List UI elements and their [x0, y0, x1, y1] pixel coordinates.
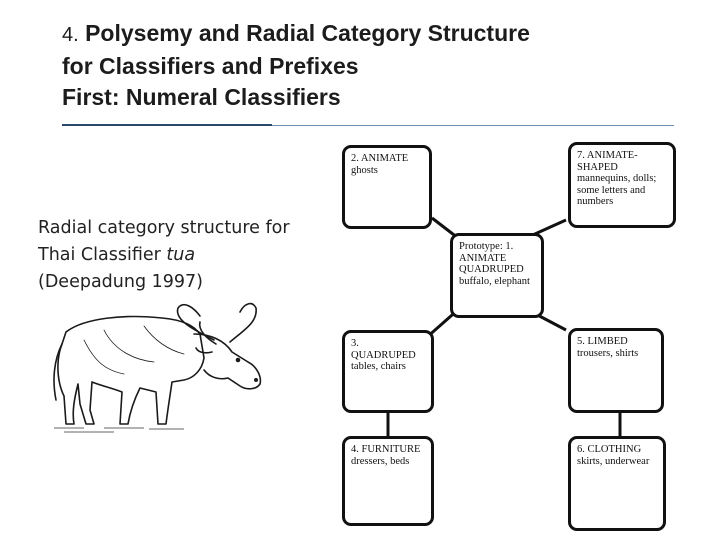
node-limbed-examples: trousers, shirts: [577, 347, 639, 359]
title-line-2: for Classifiers and Prefixes: [62, 53, 359, 79]
node-furniture: [342, 436, 434, 526]
node-furniture-label: 4. FURNITURE: [351, 444, 421, 455]
radial-category-diagram: [336, 138, 681, 538]
diagram-caption: [38, 215, 328, 296]
slide-title: [62, 18, 702, 113]
node-furniture-examples: dressers, beds: [351, 455, 410, 467]
title-line-1: [62, 18, 702, 51]
title-line-3: First: Numeral Classifiers: [62, 84, 341, 110]
node-animate-shaped-label: 7. ANIMATE-SHAPED: [577, 150, 638, 173]
water-buffalo-illustration: [44, 300, 284, 440]
title-text-1: Polysemy and Radial Category Structure: [85, 20, 530, 46]
caption-line-2: [38, 242, 328, 269]
node-animate: [342, 145, 432, 229]
caption-classifier-term: tua: [166, 245, 196, 265]
node-animate-label: 2. ANIMATE: [351, 153, 409, 164]
caption-line-3: (Deepadung 1997): [38, 272, 203, 292]
title-divider-light: [272, 125, 674, 126]
node-limbed: [568, 328, 664, 413]
node-quadruped-examples: tables, chairs: [351, 361, 406, 372]
node-limbed-label: 5. LIMBED: [577, 336, 628, 347]
title-number: 4.: [62, 24, 79, 46]
caption-line-1: Radial category structure for: [38, 218, 290, 238]
node-quadruped: [342, 330, 434, 413]
node-clothing-label: 6. CLOTHING: [577, 444, 642, 455]
node-prototype: [450, 233, 544, 318]
node-animate-shaped: [568, 142, 676, 228]
caption-prefix: Thai Classifier: [38, 245, 167, 265]
node-animate-examples: ghosts: [351, 164, 378, 176]
node-clothing: [568, 436, 666, 531]
node-quadruped-label: 3. QUADRUPED: [351, 338, 416, 361]
node-prototype-examples: buffalo, elephant: [459, 275, 530, 287]
node-animate-shaped-examples: mannequins, dolls; some letters and numbers: [577, 173, 657, 207]
title-divider-dark: [62, 124, 272, 126]
node-prototype-label: Prototype: 1. ANIMATE QUADRUPED: [459, 241, 524, 275]
node-clothing-examples: skirts, underwear: [577, 455, 650, 467]
